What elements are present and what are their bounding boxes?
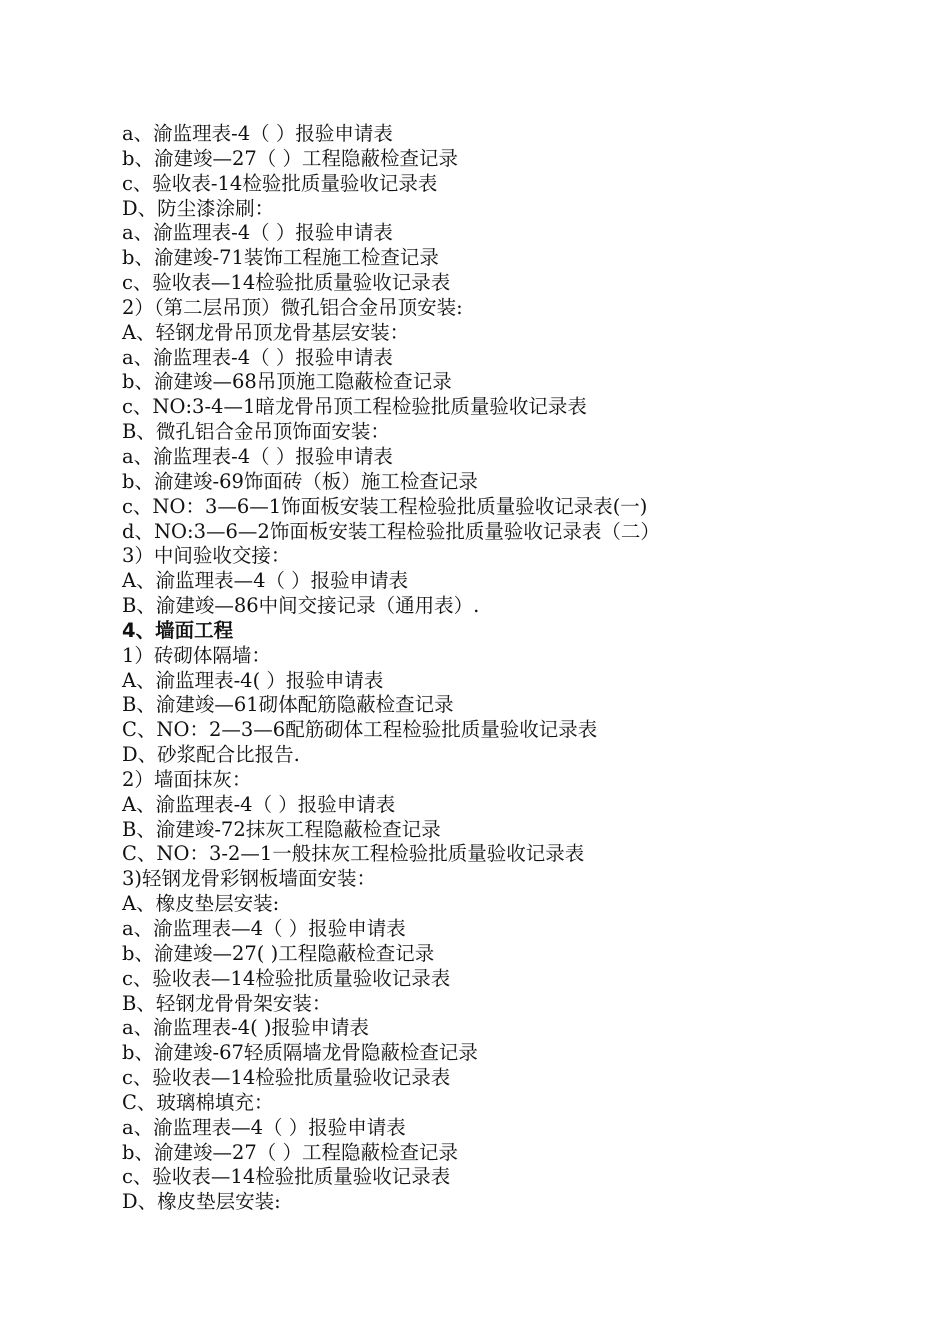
text-line: C、玻璃棉填充： — [122, 1090, 274, 1114]
text-line: c、验收表—14检验批质量验收记录表 — [122, 1165, 451, 1189]
text-line: b、渝建竣-67轻质隔墙龙骨隐蔽检查记录 — [122, 1041, 478, 1065]
text-line: c、验收表-14检验批质量验收记录表 — [122, 171, 438, 195]
text-line: A、渝监理表—4（ ）报验申请表 — [122, 569, 409, 593]
text-line: D、防尘漆涂刷： — [122, 196, 275, 220]
text-line: b、渝建竣—27( )工程隐蔽检查记录 — [122, 941, 435, 965]
text-line: c、NO：3—6—1饰面板安装工程检验批质量验收记录表(一) — [122, 494, 648, 518]
text-line: B、轻钢龙骨骨架安装： — [122, 991, 332, 1015]
text-line: A、橡皮垫层安装: — [122, 892, 280, 916]
text-line: C、NO：3-2—1一般抹灰工程检验批质量验收记录表 — [122, 842, 585, 866]
text-line: a、渝监理表-4（ ）报验申请表 — [122, 345, 393, 369]
text-line: a、渝监理表—4（ ）报验申请表 — [122, 917, 406, 940]
text-line: 2）（第二层吊顶）微孔铝合金吊顶安装: — [122, 295, 463, 319]
section-heading: 4、墙面工程 — [122, 618, 234, 642]
text-line: A、渝监理表-4( ）报验申请表 — [122, 668, 384, 692]
text-line: 2）墙面抹灰： — [122, 767, 252, 791]
document-body — [122, 122, 882, 1215]
text-line: b、渝建竣—68吊顶施工隐蔽检查记录 — [122, 370, 452, 394]
text-line: C、NO：2—3—6配筋砌体工程检验批质量验收记录表 — [122, 718, 598, 742]
text-line: D、橡皮垫层安装: — [122, 1190, 281, 1214]
text-line: c、验收表—14检验批质量验收记录表 — [122, 1066, 451, 1090]
text-line: b、渝建竣-71装饰工程施工检查记录 — [122, 246, 439, 270]
text-line: A、渝监理表-4（ ）报验申请表 — [122, 792, 396, 816]
text-line: 1）砖砌体隔墙： — [122, 643, 271, 667]
text-line: B、微孔铝合金吊顶饰面安装： — [122, 420, 390, 444]
text-line: a、渝监理表—4（ ）报验申请表 — [122, 1115, 406, 1139]
text-line: b、渝建竣-69饰面砖（板）施工检查记录 — [122, 469, 478, 493]
text-line: A、轻钢龙骨吊顶龙骨基层安装： — [122, 320, 410, 344]
text-line: D、砂浆配合比报告. — [122, 743, 300, 767]
text-line: 3)轻钢龙骨彩钢板墙面安装： — [122, 867, 377, 891]
text-line: b、渝建竣—27（ ）工程隐蔽检查记录 — [122, 1140, 458, 1164]
text-line: b、渝建竣—27（ ）工程隐蔽检查记录 — [122, 146, 458, 170]
text-line: B、渝建竣—61砌体配筋隐蔽检查记录 — [122, 693, 454, 717]
text-line: a、渝监理表-4（ ）报验申请表 — [122, 221, 393, 245]
text-line: c、验收表—14检验批质量验收记录表 — [122, 271, 451, 295]
text-line: B、渝建竣—86中间交接记录（通用表）. — [122, 594, 480, 618]
text-line: d、NO:3—6—2饰面板安装工程检验批质量验收记录表（二） — [122, 519, 660, 543]
text-line: c、验收表—14检验批质量验收记录表 — [122, 966, 451, 990]
text-line: a、渝监理表-4( )报验申请表 — [122, 1016, 370, 1040]
text-line: a、渝监理表-4（ ）报验申请表 — [122, 122, 393, 145]
text-line: B、渝建竣-72抹灰工程隐蔽检查记录 — [122, 817, 441, 841]
text-line: c、NO:3-4—1暗龙骨吊顶工程检验批质量验收记录表 — [122, 395, 587, 419]
text-line: 3）中间验收交接： — [122, 544, 291, 568]
text-line: a、渝监理表-4（ ）报验申请表 — [122, 444, 393, 468]
